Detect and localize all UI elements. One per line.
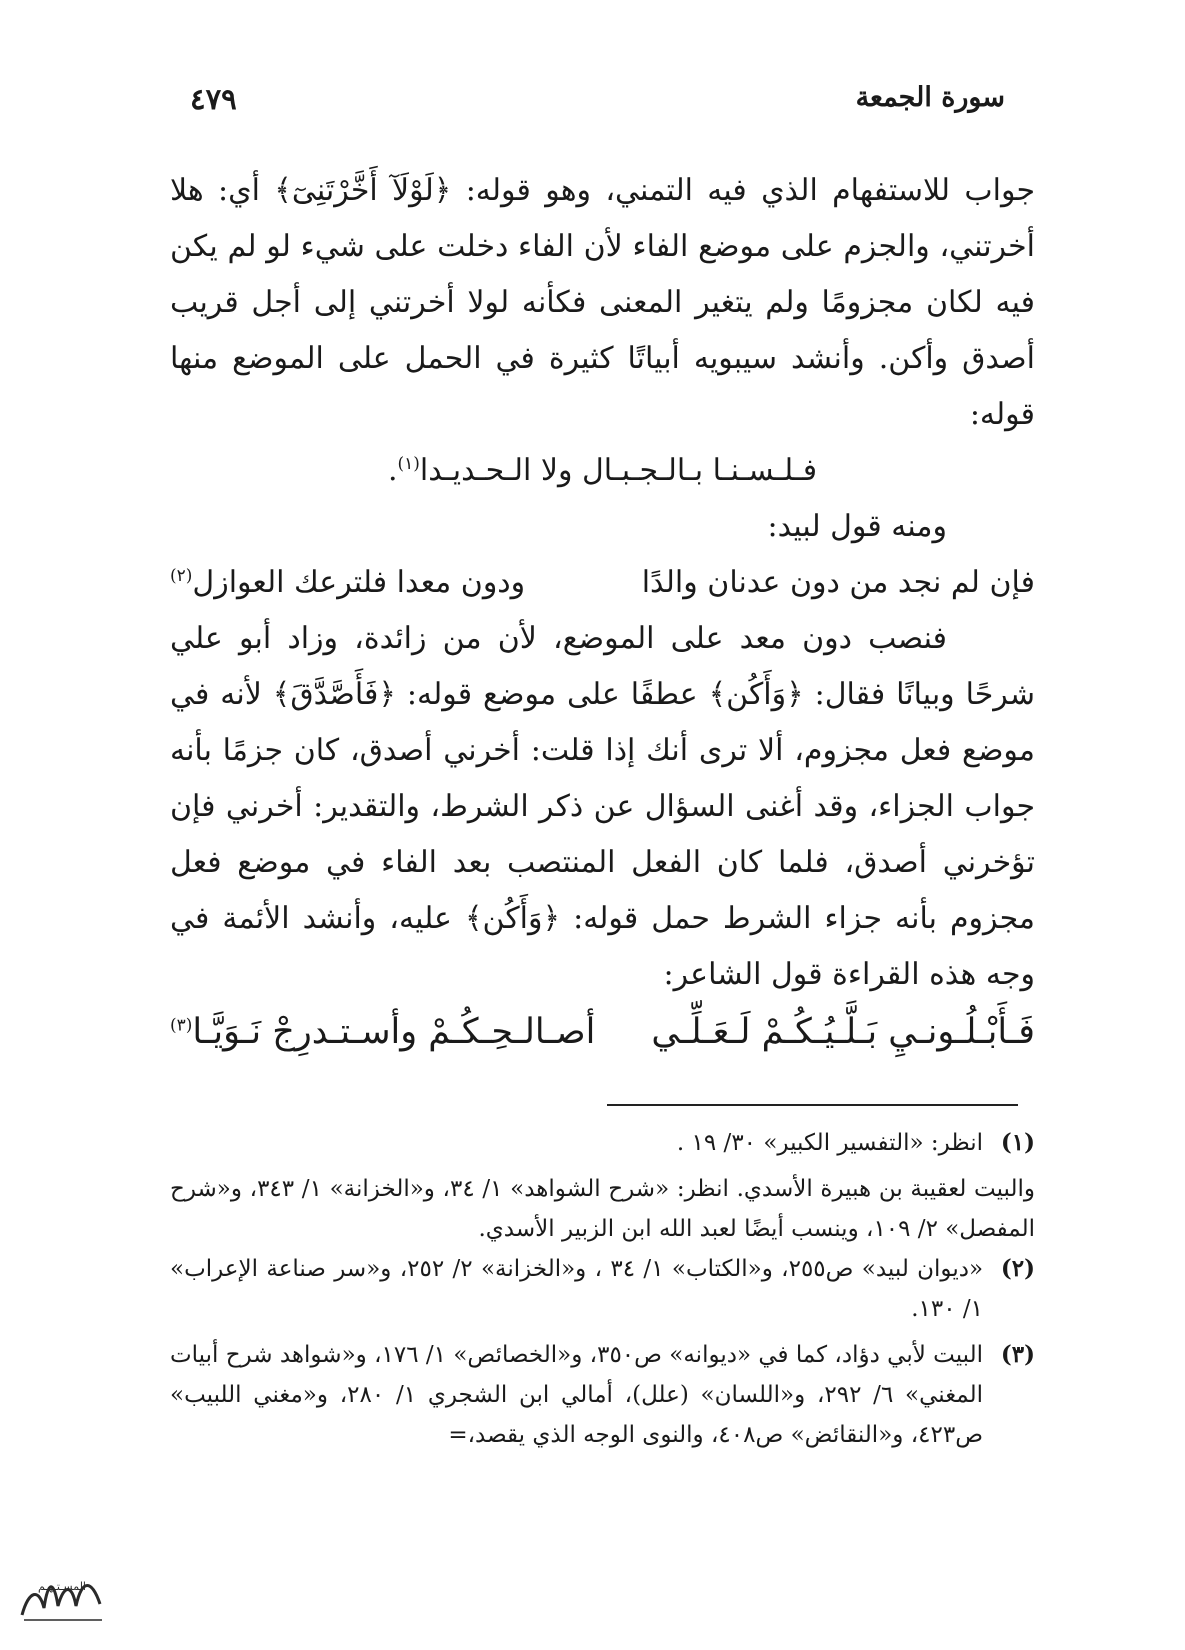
page-number: ٤٧٩ (190, 82, 237, 116)
paragraph-1: جواب للاستفهام الذي فيه التمني، وهو قوله: ﴿لَوْلَآ أَخَّرْتَنِىٓ﴾ أي: هلا أخرتني، والجزم على موضع الفاء لأن الفاء دخلت على شيء لو لم يكن فيه لكان مجزومًا ولم يتغير المعنى فكأنه لولا أخرتني إلى أجل قريب أصدق وأكن. وأنشد سيبويه أبياتًا كثيرة في الحمل على الموضع منها قوله: (170, 173, 1035, 432)
footnote-1 (170, 1123, 1035, 1163)
main-text (170, 163, 1035, 1061)
footnotes (170, 1123, 1035, 1461)
footnote-text: البيت لأبي دؤاد، كما في «ديوانه» ص٣٥٠، و«الخصائص» ١/ ١٧٦، و«شواهد شرح أبيات المغني» ٦/ ٢٩٢، و«اللسان» (علل)، أمالي ابن الشجري ١/ ٢٨٠، و«مغني اللبيب» ص٤٢٣، و«النقائض» ص٤٠٨، والنوى الوجه الذي يقصد،= (170, 1342, 984, 1448)
footnote-ref-2: (٢) (170, 566, 193, 586)
couplet-2-second-hemistich: أصـالـحِـكُـمْ وأسـتـدرِجْ نَـوَيَّـا (192, 1012, 596, 1052)
verse-1-text: فـلـسـنـا بـالـجـبـال ولا الـحـديـدا (419, 453, 818, 488)
footnote-number: (٣) (1000, 1341, 1035, 1368)
paragraph-3: فنصب دون معد على الموضع، لأن من زائدة، وزاد أبو علي شرحًا وبيانًا فقال: ﴿وَأَكُن﴾ عطفًا على موضع قوله: ﴿فَأَصَّدَّقَ﴾ لأنه في موضع فعل مجزوم، ألا ترى أنك إذا قلت: أخرني أصدق، كان جزمًا بأنه جواب الجزاء، وقد أغنى السؤال عن ذكر الشرط، والتقدير: أخرني فإن تؤخرني أصدق، فلما كان الفعل المنتصب بعد الفاء في موضع فعل مجزوم بأنه جزاء الشرط حمل قوله: ﴿وَأَكُن﴾ عليه، وأنشد الأئمة في وجه هذه القراءة قول الشاعر: (170, 621, 1035, 992)
couplet-1-second-hemistich: ودون معدا فلترعك العوازل (192, 565, 526, 600)
footnote-divider (607, 1104, 1018, 1106)
page-header (190, 82, 1005, 122)
footnote-text: «ديوان لبيد» ص٢٥٥، و«الكتاب» ١/ ٣٤ ، و«الخزانة» ٢/ ٢٥٢، و«سر صناعة الإعراب» ١/ ١٣٠. (170, 1256, 984, 1322)
footnote-ref-1: (١) (397, 454, 420, 474)
couplet-1-first-hemistich: فإن لم نجد من دون عدنان والدًا (641, 565, 1035, 600)
paragraph-2: ومنه قول لبيد: (767, 509, 947, 544)
couplet-2-second-hemistich-wrap (170, 1003, 595, 1061)
couplet-2 (170, 1003, 1035, 1061)
footnote-2 (170, 1249, 1035, 1329)
footnote-number: (٢) (1000, 1255, 1035, 1282)
footnote-ref-3: (٣) (170, 1015, 193, 1036)
couplet-1 (170, 555, 1035, 611)
watermark-logo (14, 1560, 109, 1630)
footnote-text: انظر: «التفسير الكبير» ٣٠/ ١٩ . (676, 1130, 983, 1156)
logo-text: المسـتـهـم (38, 1580, 86, 1593)
verse-line-1: فـلـسـنـا بـالـجـبـال ولا الـحـديـدا$^{(١)}$. (387, 453, 818, 488)
couplet-1-second-hemistich-wrap (170, 555, 525, 611)
footnote-1-continuation: والبيت لعقيبة بن هبيرة الأسدي. انظر: «شرح الشواهد» ١/ ٣٤، و«الخزانة» ١/ ٣٤٣، و«شرح المفصل» ٢/ ١٠٩، وينسب أيضًا لعبد الله ابن الزبير الأسدي. (170, 1176, 1035, 1242)
footnote-number: (١) (1000, 1129, 1035, 1156)
sura-title: سورة الجمعة (855, 82, 1005, 113)
footnote-3 (170, 1335, 1035, 1455)
couplet-2-first-hemistich: فَـأَبْـلُـونـيِ بَـلَّـيُـكُـمْ لَـعَـلِّـي (651, 1012, 1035, 1052)
